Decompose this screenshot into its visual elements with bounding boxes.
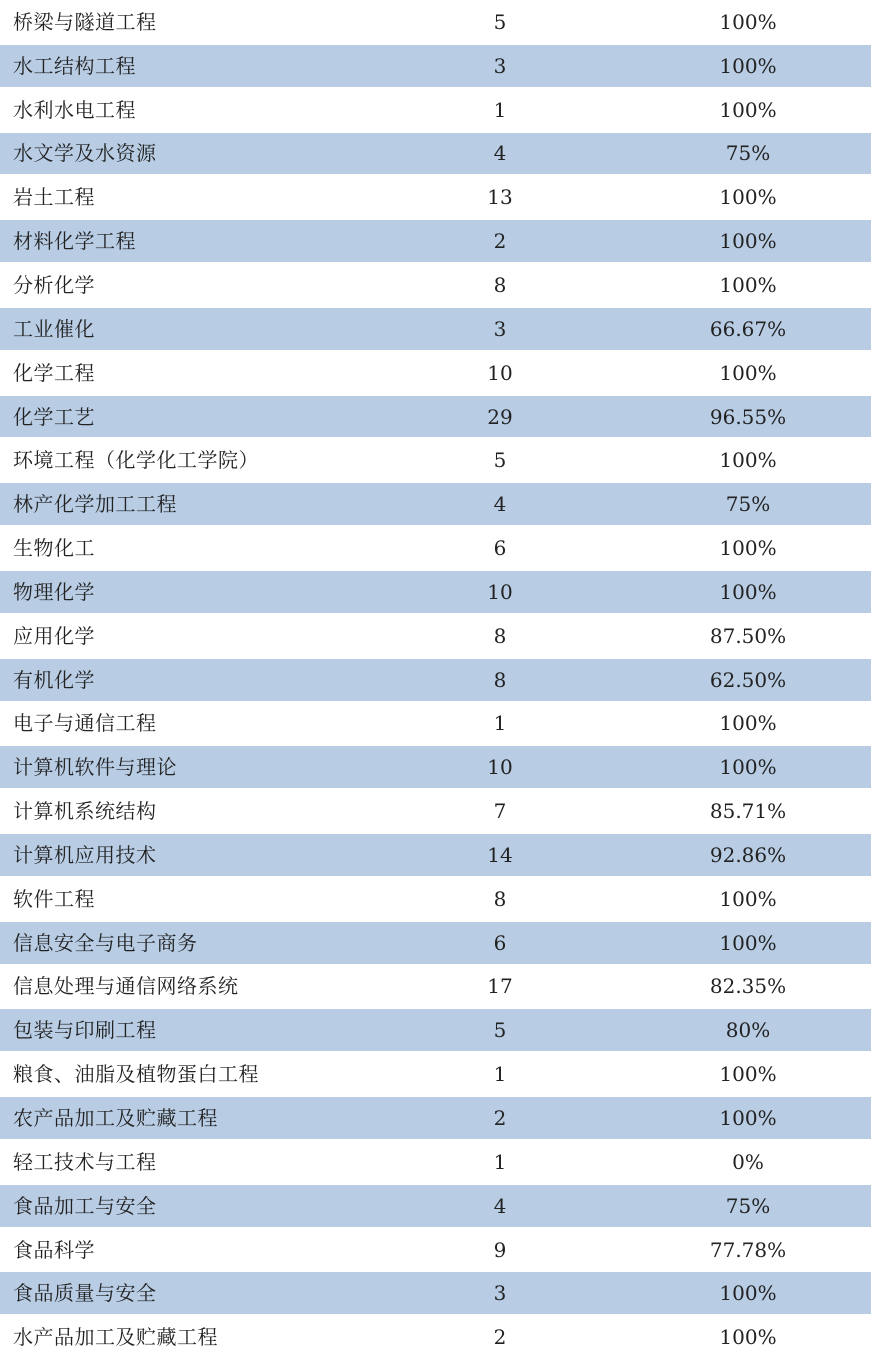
rate-cell: 100% [719, 1106, 777, 1131]
table-row [0, 702, 874, 746]
count-cell: 4 [493, 492, 507, 517]
rate-cell: 100% [719, 536, 777, 561]
table-row [0, 877, 874, 921]
table-row [0, 88, 874, 132]
count-cell: 10 [487, 755, 513, 780]
rate-cell: 100% [719, 272, 777, 297]
rate-cell: 75% [725, 1193, 771, 1218]
rate-cell: 100% [719, 1062, 777, 1087]
count-cell: 5 [493, 448, 507, 473]
rate-cell: 100% [719, 97, 777, 122]
major-name-cell: 桥梁与隧道工程 [13, 9, 157, 34]
rate-cell: 100% [719, 711, 777, 736]
table-row [0, 263, 874, 307]
major-name-cell: 物理化学 [13, 579, 95, 604]
major-name-cell: 化学工艺 [13, 404, 95, 429]
table-row [0, 219, 871, 263]
count-cell: 7 [493, 799, 507, 824]
rate-cell: 100% [719, 229, 777, 254]
count-cell: 1 [493, 711, 507, 736]
major-name-cell: 信息处理与通信网络系统 [13, 974, 239, 999]
table-row [0, 438, 874, 482]
major-name-cell: 有机化学 [13, 667, 95, 692]
table-row [0, 44, 871, 88]
count-cell: 3 [493, 53, 507, 78]
table-row [0, 658, 871, 702]
major-name-cell: 计算机软件与理论 [13, 755, 177, 780]
table-row [0, 1271, 871, 1315]
major-name-cell: 化学工程 [13, 360, 95, 385]
rate-cell: 96.55% [709, 404, 787, 429]
count-cell: 3 [493, 1281, 507, 1306]
major-name-cell: 水文学及水资源 [13, 141, 157, 166]
table-row [0, 351, 874, 395]
rate-cell: 66.67% [709, 316, 787, 341]
major-name-cell: 粮食、油脂及植物蛋白工程 [13, 1062, 259, 1087]
table-row [0, 1228, 874, 1272]
rate-cell: 82.35% [709, 974, 787, 999]
count-cell: 5 [493, 1018, 507, 1043]
count-cell: 8 [493, 623, 507, 648]
major-name-cell: 食品质量与安全 [13, 1281, 157, 1306]
major-name-cell: 材料化学工程 [13, 229, 136, 254]
rate-cell: 100% [719, 886, 777, 911]
count-cell: 2 [493, 1325, 507, 1350]
count-cell: 8 [493, 886, 507, 911]
rate-cell: 85.71% [709, 799, 787, 824]
rate-cell: 75% [725, 492, 771, 517]
table-row [0, 833, 871, 877]
rate-cell: 100% [719, 185, 777, 210]
table-row [0, 789, 874, 833]
major-name-cell: 水利水电工程 [13, 97, 136, 122]
count-cell: 8 [493, 667, 507, 692]
table-row [0, 1184, 871, 1228]
table-row [0, 745, 871, 789]
rate-cell: 100% [719, 930, 777, 955]
count-cell: 2 [493, 1106, 507, 1131]
major-name-cell: 生物化工 [13, 536, 95, 561]
count-cell: 10 [487, 360, 513, 385]
major-name-cell: 电子与通信工程 [13, 711, 157, 736]
count-cell: 10 [487, 579, 513, 604]
table-row [0, 526, 874, 570]
rate-cell: 75% [725, 141, 771, 166]
major-name-cell: 轻工技术与工程 [13, 1149, 157, 1174]
count-cell: 4 [493, 1193, 507, 1218]
major-name-cell: 环境工程（化学化工学院） [13, 448, 259, 473]
table-row [0, 614, 874, 658]
table-row [0, 1008, 871, 1052]
major-name-cell: 岩土工程 [13, 185, 95, 210]
count-cell: 4 [493, 141, 507, 166]
table-row [0, 1052, 874, 1096]
major-name-cell: 计算机应用技术 [13, 842, 157, 867]
count-cell: 13 [487, 185, 513, 210]
table-row [0, 1140, 874, 1184]
major-name-cell: 包装与印刷工程 [13, 1018, 157, 1043]
major-name-cell: 信息安全与电子商务 [13, 930, 198, 955]
rate-cell: 62.50% [709, 667, 787, 692]
table-row [0, 482, 871, 526]
count-cell: 6 [493, 930, 507, 955]
count-cell: 14 [487, 842, 513, 867]
count-cell: 8 [493, 272, 507, 297]
rate-cell: 100% [719, 448, 777, 473]
rate-cell: 0% [732, 1149, 764, 1174]
major-name-cell: 林产化学加工工程 [13, 492, 177, 517]
rate-cell: 92.86% [709, 842, 787, 867]
major-name-cell: 软件工程 [13, 886, 95, 911]
rate-cell: 100% [719, 53, 777, 78]
count-cell: 1 [493, 1149, 507, 1174]
table-row [0, 1315, 874, 1359]
rate-cell: 100% [719, 1325, 777, 1350]
table-row [0, 570, 871, 614]
count-cell: 9 [493, 1237, 507, 1262]
rate-cell: 100% [719, 579, 777, 604]
count-cell: 29 [487, 404, 513, 429]
table-row [0, 921, 871, 965]
table-row [0, 965, 874, 1009]
rate-cell: 100% [719, 755, 777, 780]
rate-cell: 100% [719, 360, 777, 385]
major-name-cell: 计算机系统结构 [13, 799, 157, 824]
rate-cell: 100% [719, 9, 777, 34]
table-row [0, 0, 874, 44]
major-name-cell: 工业催化 [13, 316, 95, 341]
rate-cell: 100% [719, 1281, 777, 1306]
table-row [0, 175, 874, 219]
count-cell: 3 [493, 316, 507, 341]
count-cell: 5 [493, 9, 507, 34]
rate-cell: 77.78% [709, 1237, 787, 1262]
major-name-cell: 食品科学 [13, 1237, 95, 1262]
rate-cell: 87.50% [709, 623, 787, 648]
count-cell: 6 [493, 536, 507, 561]
major-name-cell: 农产品加工及贮藏工程 [13, 1106, 218, 1131]
count-cell: 17 [487, 974, 513, 999]
count-cell: 2 [493, 229, 507, 254]
rate-cell: 80% [725, 1018, 771, 1043]
major-name-cell: 水产品加工及贮藏工程 [13, 1325, 218, 1350]
major-name-cell: 水工结构工程 [13, 53, 136, 78]
table-row [0, 395, 871, 439]
count-cell: 1 [493, 1062, 507, 1087]
table-row [0, 132, 871, 176]
count-cell: 1 [493, 97, 507, 122]
table-row [0, 307, 871, 351]
major-name-cell: 食品加工与安全 [13, 1193, 157, 1218]
major-name-cell: 应用化学 [13, 623, 95, 648]
table-row [0, 1096, 871, 1140]
major-name-cell: 分析化学 [13, 272, 95, 297]
